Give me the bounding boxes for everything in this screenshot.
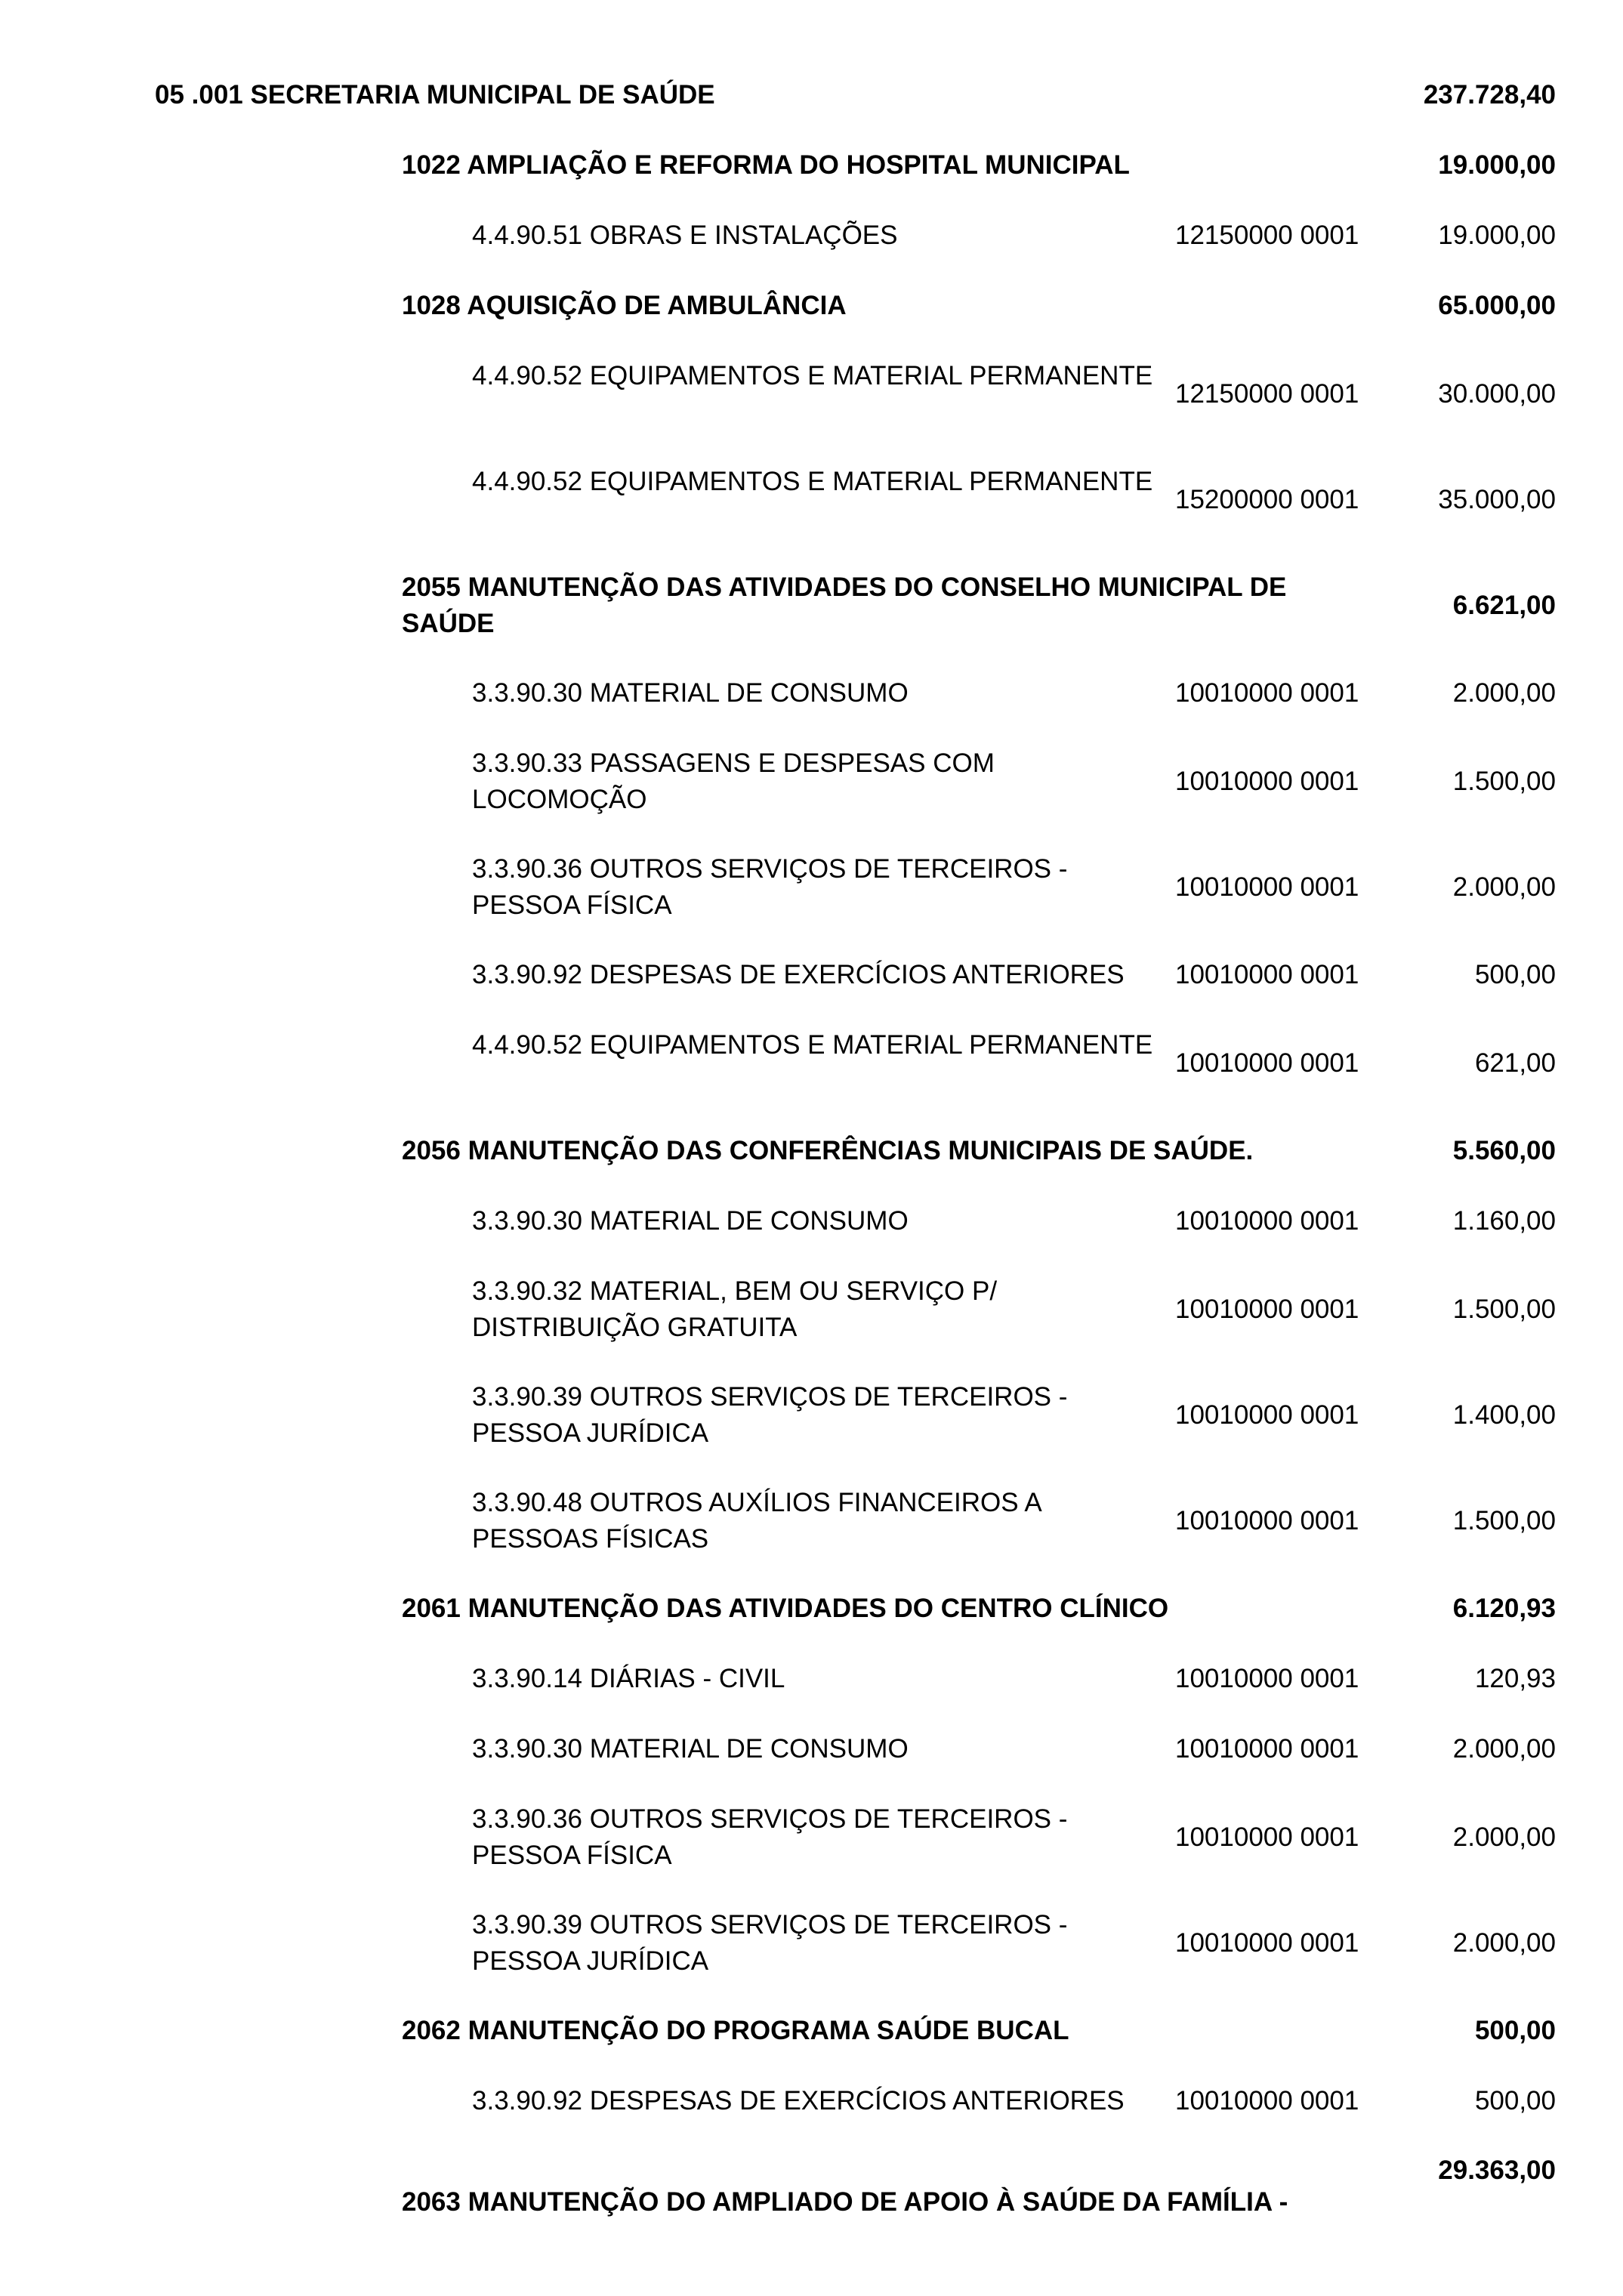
expense-fonte: 10010000 0001 [1175,1506,1359,1535]
expense-fonte: 10010000 0001 [1175,1206,1359,1236]
expense-item [472,1379,1556,1452]
action-label: 1028 AQUISIÇÃO DE AMBULÂNCIA [402,291,847,320]
expense-item [472,957,1556,993]
expense-value: 500,00 [1474,960,1556,989]
expense-value: 621,00 [1474,1048,1556,1078]
expense-fonte: 10010000 0001 [1175,872,1359,902]
action-total: 19.000,00 [1438,150,1556,180]
expense-label: 3.3.90.92 DESPESAS DE EXERCÍCIOS ANTERIORES [472,960,1125,989]
expense-value: 1.400,00 [1452,1400,1556,1430]
expense-fonte: 10010000 0001 [1175,767,1359,796]
expense-label: 3.3.90.48 OUTROS AUXÍLIOS FINANCEIROS A PESSOAS FÍSICAS [472,1488,1041,1554]
secretaria-row [155,77,1556,113]
expense-value: 35.000,00 [1438,485,1556,514]
expense-label: 3.3.90.32 MATERIAL, BEM OU SERVIÇO P/ DISTRIBUIÇÃO GRATUITA [472,1276,998,1342]
expense-item [472,464,1556,536]
action-row [402,147,1556,184]
action-row [402,1591,1556,1627]
expense-fonte: 10010000 0001 [1175,678,1359,708]
expense-value: 2.000,00 [1452,1928,1556,1958]
expense-fonte: 10010000 0001 [1175,1928,1359,1958]
expense-value: 120,93 [1474,1664,1556,1693]
expense-value: 1.160,00 [1452,1206,1556,1236]
action-total: 6.120,93 [1452,1594,1556,1623]
expense-value: 1.500,00 [1452,1295,1556,1324]
expense-item [472,1907,1556,1980]
expense-item [472,1203,1556,1239]
action-total: 500,00 [1474,2016,1556,2045]
action-label: 2056 MANUTENÇÃO DAS CONFERÊNCIAS MUNICIPAIS DE SAÚDE. [402,1136,1254,1165]
expense-label: 3.3.90.92 DESPESAS DE EXERCÍCIOS ANTERIORES [472,2086,1125,2115]
expense-value: 2.000,00 [1452,678,1556,708]
expense-label: 3.3.90.39 OUTROS SERVIÇOS DE TERCEIROS - PESSOA JURÍDICA [472,1382,1068,1448]
expense-label: 3.3.90.39 OUTROS SERVIÇOS DE TERCEIROS - PESSOA JURÍDICA [472,1910,1068,1976]
action-label: 2061 MANUTENÇÃO DAS ATIVIDADES DO CENTRO CLÍNICO [402,1594,1169,1623]
action-row [402,1133,1556,1169]
action-label: 1022 AMPLIAÇÃO E REFORMA DO HOSPITAL MUNICIPAL [402,150,1130,180]
action-row [402,2013,1556,2049]
action-label: 2063 MANUTENÇÃO DO AMPLIADO DE APOIO À SAÚDE DA FAMÍLIA - [402,2187,1288,2217]
action-total: 5.560,00 [1452,1136,1556,1165]
expense-label: 4.4.90.51 OBRAS E INSTALAÇÕES [472,221,898,250]
expense-label: 3.3.90.33 PASSAGENS E DESPESAS COM LOCOMOÇÃO [472,748,995,814]
expense-fonte: 12150000 0001 [1175,379,1359,409]
expense-label: 3.3.90.36 OUTROS SERVIÇOS DE TERCEIROS - PESSOA FÍSICA [472,854,1068,920]
expense-label: 3.3.90.30 MATERIAL DE CONSUMO [472,1206,909,1236]
expense-item [472,745,1556,818]
expense-fonte: 10010000 0001 [1175,1734,1359,1764]
expense-item [472,358,1556,430]
expense-value: 2.000,00 [1452,1822,1556,1852]
expense-item [472,675,1556,711]
expense-fonte: 10010000 0001 [1175,1295,1359,1324]
expense-fonte: 10010000 0001 [1175,960,1359,989]
expense-item [472,218,1556,254]
expense-item [472,1273,1556,1346]
expense-label: 3.3.90.14 DIÁRIAS - CIVIL [472,1664,785,1693]
expense-item [472,2083,1556,2119]
expense-value: 19.000,00 [1438,221,1556,250]
expense-label: 4.4.90.52 EQUIPAMENTOS E MATERIAL PERMANENTE [472,361,1153,390]
expense-label: 3.3.90.30 MATERIAL DE CONSUMO [472,1734,909,1764]
action-row [402,288,1556,324]
action-total: 65.000,00 [1438,291,1556,320]
expense-value: 2.000,00 [1452,872,1556,902]
expense-fonte: 10010000 0001 [1175,1822,1359,1852]
action-row [402,569,1556,642]
expense-value: 2.000,00 [1452,1734,1556,1764]
expense-item [472,1731,1556,1767]
secretaria-total: 237.728,40 [1423,80,1556,110]
expense-fonte: 10010000 0001 [1175,1664,1359,1693]
expense-label: 4.4.90.52 EQUIPAMENTOS E MATERIAL PERMANENTE [472,1030,1153,1060]
expense-fonte: 10010000 0001 [1175,1048,1359,1078]
expense-value: 1.500,00 [1452,767,1556,796]
expense-value: 1.500,00 [1452,1506,1556,1535]
expense-item [472,1027,1556,1100]
action-total: 29.363,00 [1438,2156,1556,2185]
expense-fonte: 15200000 0001 [1175,485,1359,514]
expense-fonte: 10010000 0001 [1175,1400,1359,1430]
expense-value: 500,00 [1474,2086,1556,2115]
action-row [402,2152,1556,2220]
expense-label: 3.3.90.30 MATERIAL DE CONSUMO [472,678,909,708]
expense-label: 3.3.90.36 OUTROS SERVIÇOS DE TERCEIROS - PESSOA FÍSICA [472,1804,1068,1870]
action-label: 2062 MANUTENÇÃO DO PROGRAMA SAÚDE BUCAL [402,2016,1069,2045]
action-total: 6.621,00 [1452,591,1556,620]
expense-item [472,851,1556,924]
expense-fonte: 10010000 0001 [1175,2086,1359,2115]
expense-label: 4.4.90.52 EQUIPAMENTOS E MATERIAL PERMANENTE [472,467,1153,496]
action-label: 2055 MANUTENÇÃO DAS ATIVIDADES DO CONSELHO MUNICIPAL DE SAÚDE [402,572,1287,638]
expense-item [472,1661,1556,1697]
secretaria-label: 05 .001 SECRETARIA MUNICIPAL DE SAÚDE [155,80,715,110]
expense-fonte: 12150000 0001 [1175,221,1359,250]
expense-item [472,1801,1556,1874]
expense-item [472,1485,1556,1557]
expense-value: 30.000,00 [1438,379,1556,409]
